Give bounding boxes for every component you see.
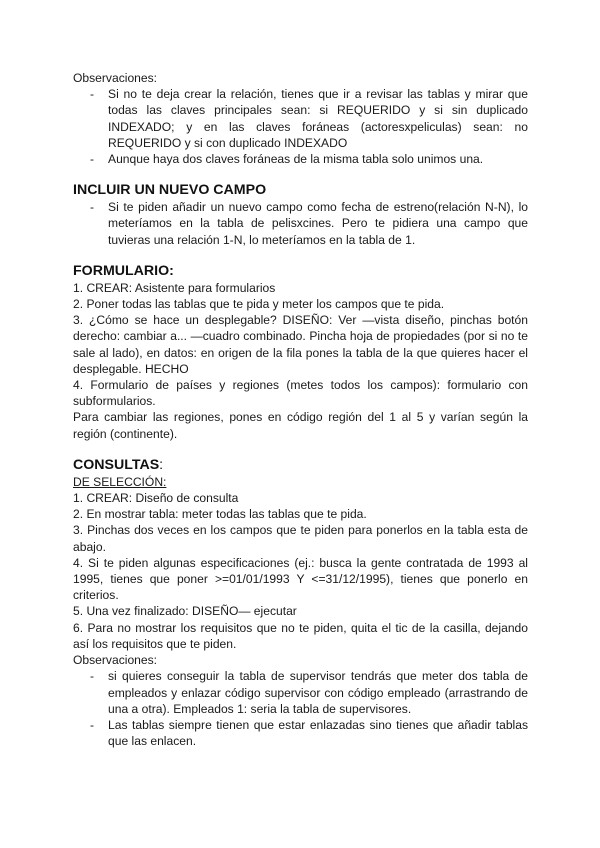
campo-list <box>73 199 528 248</box>
paragraph: 4. Si te piden algunas especificaciones (ej.: busca la gente contratada de 1993 al 1995, tienes que poner >=01/01/1993 Y <=31/12/1995), tienes que ponerlo en criterios. <box>73 555 528 603</box>
list-item-text: Las tablas siempre tienen que estar enlazadas sino tienes que añadir tablas que las enlacen. <box>108 717 528 749</box>
list-item-text: si quieres conseguir la tabla de supervisor tendrás que meter dos tabla de empleados y enlazar código supervisor con código empleado (arrastrando de una a otra). Empleados 1: seria la tabla de supervisores. <box>108 669 528 716</box>
paragraph: 4. Formulario de países y regiones (metes todos los campos): formulario con subformularios. <box>73 378 528 409</box>
bullet-dash: - <box>90 87 95 102</box>
heading-colon: : <box>159 456 164 473</box>
paragraph: 6. Para no mostrar los requisitos que no te piden, quita el tic de la casilla, dejando así los requisitos que te piden. <box>73 620 528 651</box>
list-item-text: Si te piden añadir un nuevo campo como fecha de estreno(relación N-N), lo meteríamos en la tabla de pelisxcines. Pero te pidiera una campo que tuvieras una relación 1-N, lo meteríamos en la tabla de 1. <box>108 200 528 247</box>
bullet-dash: - <box>90 669 95 684</box>
list-item-text: Aunque haya dos claves foráneas de la misma tabla solo unimos una. <box>108 152 484 167</box>
paragraph: 2. En mostrar tabla: meter todas las tablas que te pida. <box>73 507 367 522</box>
paragraph: 3. Pinchas dos veces en los campos que te piden para ponerlos en la tabla esta de abajo. <box>73 523 528 554</box>
paragraph: 3. ¿Cómo se hace un desplegable? DISEÑO: Ver —vista diseño, pinchas botón derecho: cambiar a... —cuadro combinado. Pincha hoja de propiedades (por si no te sale al lado), en datos: en origen de la fila pones la tabla de la que quieres hacer el desplegable. HECHO <box>73 313 528 376</box>
observations-title: Observaciones: <box>73 71 158 85</box>
observations-list <box>73 86 528 167</box>
paragraph: 2. Poner todas las tablas que te pida y meter los campos que te pida. <box>73 297 445 312</box>
section-heading-consultas <box>73 456 528 474</box>
section-heading-formulario: FORMULARIO: <box>73 262 174 279</box>
paragraph: 1. CREAR: Diseño de consulta <box>73 491 239 506</box>
consultas-observations-list <box>73 668 528 749</box>
consultas-heading-text: CONSULTAS <box>73 456 160 473</box>
document-page <box>73 70 528 749</box>
subheading-seleccion: DE SELECCIÓN: <box>73 474 167 489</box>
bullet-dash: - <box>90 152 95 167</box>
list-item-text: Si no te deja crear la relación, tienes que ir a revisar las tablas y mirar que todas las claves principales sean: si REQUERIDO y si sin duplicado INDEXADO; y en las claves foráneas (actoresxpeliculas) sean: no REQUERIDO y si con duplicado INDEXADO <box>108 87 528 150</box>
paragraph: 5. Una vez finalizado: DISEÑO— ejecutar <box>73 604 297 619</box>
bullet-dash: - <box>90 200 95 215</box>
section-heading-campo: INCLUIR UN NUEVO CAMPO <box>73 182 267 199</box>
list-item <box>73 717 528 749</box>
observations-title: Observaciones: <box>73 653 158 668</box>
list-item <box>73 199 528 248</box>
list-item <box>73 668 528 717</box>
paragraph: Para cambiar las regiones, pones en código región del 1 al 5 y varían según la región (continente). <box>73 410 528 441</box>
bullet-dash: - <box>90 717 95 732</box>
list-item <box>73 86 528 151</box>
list-item <box>73 151 528 167</box>
paragraph: 1. CREAR: Asistente para formularios <box>73 280 276 295</box>
